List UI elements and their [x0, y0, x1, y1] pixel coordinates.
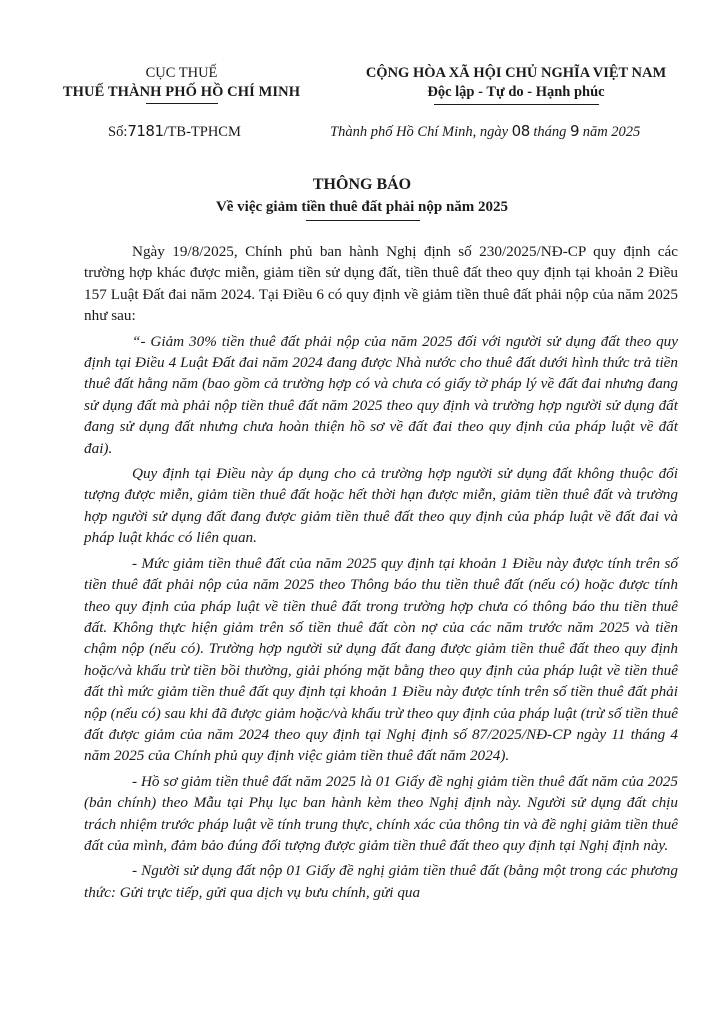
quoted-paragraph: Quy định tại Điều này áp dụng cho cả trường hợp người sử dụng đất không thuộc đối tượng được miễn, giảm tiền thuê đất hoặc hết thời hạn được miễn, giảm tiền thuê đất và trường hợp người sử dụng đất đang được giảm tiền thuê đất theo quy định của pháp luật về đất đai và pháp luật khác có liên quan.	[84, 465, 678, 547]
date-year: năm 2025	[579, 124, 641, 140]
quoted-paragraph: - Hồ sơ giảm tiền thuê đất năm 2025 là 01 Giấy đề nghị giảm tiền thuê đất năm của 2025 (bản chính) theo Mẫu tại Phụ lục ban hành kèm theo Nghị định này. Người sử dụng đất chịu trách nhiệm trước pháp luật về tính trung thực, chính xác của thông tin và đề nghị giảm tiền thuê đất của mình, đảm bảo đúng đối tượng được giảm tiền thuê đất theo quy định tại Nghị định này.	[84, 772, 678, 854]
national-motto: Độc lập - Tự do - Hạnh phúc	[427, 84, 605, 100]
date-month-label: tháng	[529, 124, 571, 140]
quoted-paragraph: - Mức giảm tiền thuê đất của năm 2025 quy định tại khoản 1 Điều này được tính trên số tiền thuê đất phải nộp của năm 2025 theo Thông báo thu tiền thuê đất (nếu có) hoặc được tính theo quy định của pháp luật về tiền thuê đất trong trường hợp chưa có thông báo thu tiền thuê đất. Không thực hiện giảm trên số tiền thuê đất còn nợ của các năm trước năm 2025 và tiền chậm nộp (nếu có). Trường hợp người sử dụng đất đang được giảm tiền thuê đất theo quy định hoặc/và khấu trừ tiền bồi thường, giải phóng mặt bằng theo quy định của pháp luật về tiền thuê đất thì mức giảm tiền thuê đất quy định tại khoản 1 Điều này được tính trên số tiền thuê đất phải nộp (nếu có) sau khi đã được giảm hoặc/và khấu trừ theo quy định của pháp luật (trừ số tiền thuê đất được giảm của năm 2024 theo quy định tại Nghị định số 87/2025/NĐ-CP ngày 11 tháng 4 năm 2025 của Chính phủ quy định việc giảm tiền thuê đất năm 2024).	[84, 554, 678, 765]
national-title: CỘNG HÒA XÃ HỘI CHỦ NGHĨA VIỆT NAM	[365, 65, 667, 81]
document-subtitle: Về việc giảm tiền thuê đất phải nộp năm 2025	[215, 199, 509, 215]
motto-underline	[434, 104, 599, 105]
document-number	[108, 122, 241, 141]
date-day-handwritten: 08	[511, 122, 530, 140]
agency-underline	[146, 103, 218, 104]
quoted-paragraph: - Người sử dụng đất nộp 01 Giấy đề nghị giảm tiền thuê đất (bằng một trong các phương thức: Gửi trực tiếp, gửi qua dịch vụ bưu chính, gửi qua	[84, 862, 678, 901]
quoted-paragraph: “- Giảm 30% tiền thuê đất phải nộp của năm 2025 đối với người sử dụng đất theo quy định tại Điều 4 Luật Đất đai năm 2024 đang được Nhà nước cho thuê đất dưới hình thức trả tiền thuê đất hằng năm (bao gồm cả trường hợp có và chưa có giấy tờ pháp lý về đất đai nhưng đang sử dụng đất mà phải nộp tiền thuê đất năm 2025 theo quy định và trường hợp người sử dụng đất đang sử dụng đất nhưng chưa hoàn thiện hồ sơ về đất đai theo quy định của pháp luật về đất đai).	[84, 332, 678, 457]
date-prefix: Thành phố Hồ Chí Minh, ngày	[330, 124, 512, 140]
agency-name: THUẾ THÀNH PHỐ HỒ CHÍ MINH	[62, 84, 301, 100]
intro-paragraph: Ngày 19/8/2025, Chính phủ ban hành Nghị định số 230/2025/NĐ-CP quy định các trường hợp khác được miễn, giảm tiền sử dụng đất, tiền thuê đất theo quy định tại khoản 2 Điều 157 Luật Đất đai năm 2024. Tại Điều 6 có quy định về giảm tiền thuê đất phải nộp của năm 2025 như sau:	[84, 243, 678, 325]
issuing-agency	[44, 64, 319, 104]
document-title: THÔNG BÁO	[312, 176, 412, 193]
national-heading	[352, 64, 680, 105]
date-month-handwritten: 9	[570, 122, 580, 140]
doc-number-suffix: /TB-TPHCM	[163, 124, 241, 140]
document-body	[84, 241, 678, 907]
doc-number-handwritten: 7181	[127, 122, 164, 140]
doc-number-prefix: Số:	[108, 124, 128, 140]
subtitle-underline	[306, 220, 420, 221]
agency-parent: CỤC THUẾ	[145, 65, 218, 81]
issue-date	[330, 122, 640, 141]
